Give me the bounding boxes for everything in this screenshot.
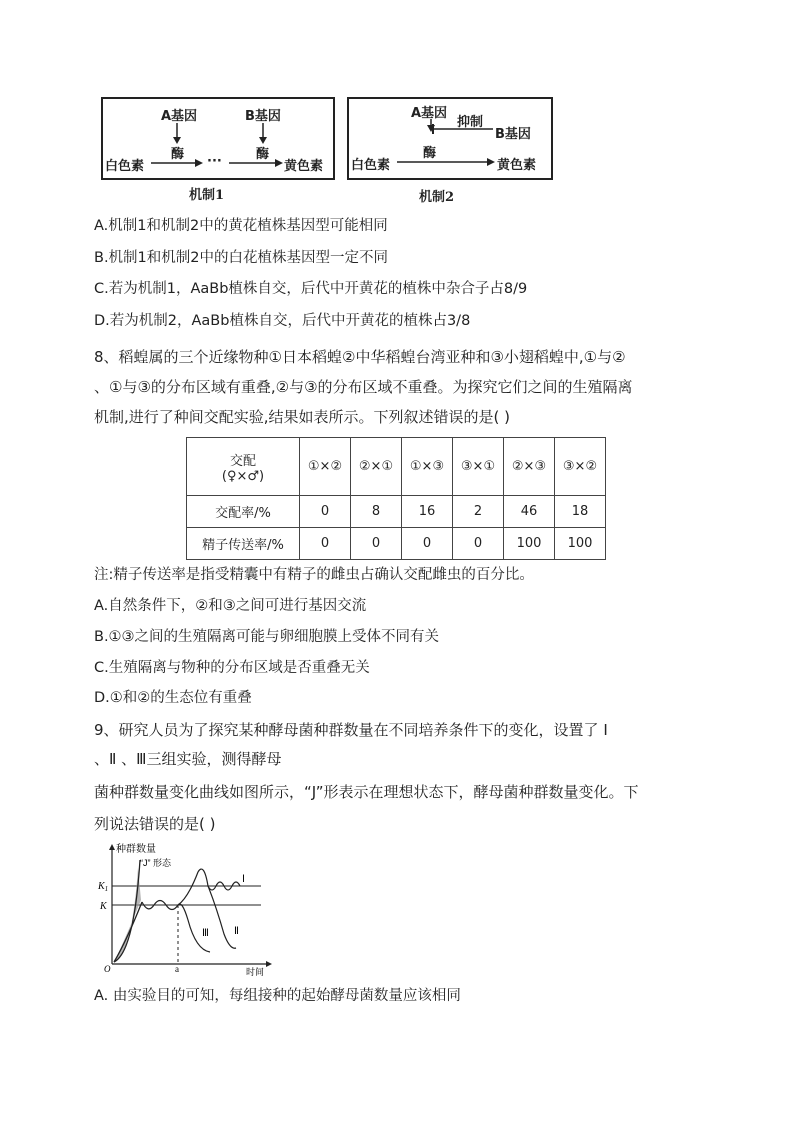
cross-header: ③×② <box>555 438 606 496</box>
mechanism-1-diagram <box>101 97 335 180</box>
q9-stem-line-3: 菌种群数量变化曲线如图所示，“J”形表示在理想状态下，酵母菌种群数量变化。下 <box>94 783 639 801</box>
curve-I-label: Ⅰ <box>242 874 245 885</box>
inhibit-label: 抑制 <box>457 115 484 130</box>
k-label: K <box>100 901 107 912</box>
gene-b-label: B基因 <box>245 109 281 124</box>
row-label: 精子传送率/% <box>187 528 300 560</box>
q7-option-a: A.机制1和机制2中的黄花植株基因型可能相同 <box>94 218 388 234</box>
q9-stem-line-2: 、Ⅱ 、Ⅲ三组实验，测得酵母 <box>94 750 282 768</box>
q9-option-a: A. 由实验目的可知，每组接种的起始酵母菌数量应该相同 <box>94 988 461 1004</box>
table-cell: 0 <box>300 496 351 528</box>
cross-header: ②×① <box>351 438 402 496</box>
table-cell: 0 <box>402 528 453 560</box>
cross-header: ③×① <box>453 438 504 496</box>
table-cell: 100 <box>504 528 555 560</box>
gene-b-label: B基因 <box>495 127 531 142</box>
table-cell: 8 <box>351 496 402 528</box>
mating-table <box>186 437 606 560</box>
table-row <box>187 528 606 560</box>
table-cell: 100 <box>555 528 606 560</box>
cross-header: ②×③ <box>504 438 555 496</box>
q7-option-c: C.若为机制1，AaBb植株自交，后代中开黄花的植株中杂合子占8/9 <box>94 281 528 297</box>
header-line-2: (♀×♂) <box>221 468 265 484</box>
q8-stem-line-2: 、①与③的分布区域有重叠,②与③的分布区域不重叠。为探究它们之间的生殖隔离 <box>94 378 633 396</box>
q8-option-c: C.生殖隔离与物种的分布区域是否重叠无关 <box>94 660 370 676</box>
enzyme-label: 酶 <box>423 146 437 161</box>
cross-header: ①×③ <box>402 438 453 496</box>
a-label: a <box>175 964 179 974</box>
k1-label: $K_1$ <box>98 881 109 893</box>
q9-stem-line-1: 9、研究人员为了探究某种酵母菌种群数量在不同培养条件下的变化，设置了 I <box>94 721 608 739</box>
table-header-cell <box>187 438 300 496</box>
table-cell: 0 <box>300 528 351 560</box>
table-cell: 18 <box>555 496 606 528</box>
yellow-pigment-label: 黄色素 <box>497 158 537 173</box>
q8-table-note: 注:精子传送率是指受精囊中有精子的雌虫占确认交配雌虫的百分比。 <box>94 567 534 583</box>
q9-stem-line-4: 列说法错误的是( ) <box>94 815 216 833</box>
population-curve-figure <box>96 842 276 976</box>
row-label: 交配率/% <box>187 496 300 528</box>
yellow-pigment-label: 黄色素 <box>284 159 324 174</box>
table-header-row <box>187 438 606 496</box>
gene-a-label: A基因 <box>161 109 198 124</box>
origin-label: O <box>104 964 111 974</box>
ellipsis: ··· <box>207 154 222 169</box>
table-cell: 2 <box>453 496 504 528</box>
q7-option-b: B.机制1和机制2中的白花植株基因型一定不同 <box>94 250 389 266</box>
q8-stem-line-3: 机制,进行了种间交配实验,结果如表所示。下列叙述错误的是( ) <box>94 408 511 426</box>
x-axis-arrow <box>266 961 272 967</box>
x-axis-label: 时间 <box>246 967 265 976</box>
mechanism-2-caption: 机制2 <box>419 190 455 205</box>
q7-option-d: D.若为机制2，AaBb植株自交，后代中开黄花的植株占3/8 <box>94 313 471 329</box>
curve-I-rise <box>178 869 208 905</box>
j-curve-label: “J” 形态 <box>140 858 171 868</box>
curve-II-label: Ⅱ <box>234 926 239 937</box>
curve-III-label: Ⅲ <box>202 928 209 939</box>
mechanism-2-diagram <box>347 97 553 180</box>
table-cell: 16 <box>402 496 453 528</box>
gene-a-label: A基因 <box>411 106 448 121</box>
table-cell: 46 <box>504 496 555 528</box>
mechanism-1-caption: 机制1 <box>189 188 225 203</box>
q8-option-b: B.①③之间的生殖隔离可能与卵细胞膜上受体不同有关 <box>94 629 440 645</box>
header-line-1: 交配 <box>229 453 256 469</box>
white-pigment-label: 白色素 <box>351 158 391 173</box>
q8-stem-line-1: 8、稻蝗属的三个近缘物种①日本稻蝗②中华稻蝗台湾亚种和③小翅稻蝗中,①与② <box>94 348 626 366</box>
q8-option-a: A.自然条件下，②和③之间可进行基因交流 <box>94 598 367 614</box>
curve-II <box>208 886 236 948</box>
enzyme-label: 酶 <box>256 147 270 162</box>
table-cell: 0 <box>453 528 504 560</box>
y-axis-arrow <box>109 844 115 850</box>
table-row <box>187 496 606 528</box>
cross-header: ①×② <box>300 438 351 496</box>
q8-option-d: D.①和②的生态位有重叠 <box>94 690 252 706</box>
enzyme-label: 酶 <box>171 147 185 162</box>
table-cell: 0 <box>351 528 402 560</box>
y-axis-label: 种群数量 <box>116 844 156 855</box>
white-pigment-label: 白色素 <box>105 159 145 174</box>
